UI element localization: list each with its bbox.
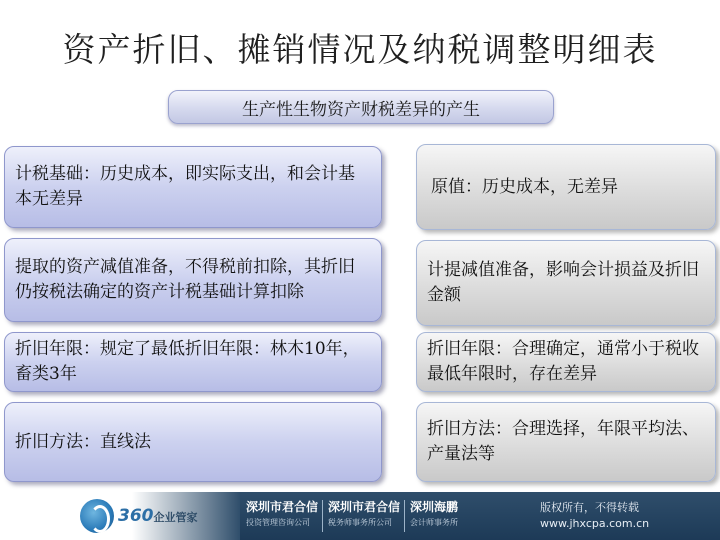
firm-sub: 会计师事务所 xyxy=(410,518,458,527)
copyright-block xyxy=(540,500,649,532)
firm-2 xyxy=(328,498,400,530)
footer-bar xyxy=(0,492,720,540)
accounting-impairment-box xyxy=(416,240,716,326)
logo-number: 360 xyxy=(118,506,154,526)
company-logo xyxy=(80,496,210,536)
firm-name: 深圳海鹏 xyxy=(410,500,459,514)
firm-3 xyxy=(410,498,458,530)
slide-title: 资产折旧、摊销情况及纳税调整明细表 xyxy=(62,30,658,69)
logo-label: 企业管家 xyxy=(153,511,198,524)
tax-basis-box xyxy=(4,146,382,228)
tax-impairment-box xyxy=(4,238,382,322)
box-text: 折旧年限：规定了最低折旧年限：林木10年，畜类3年 xyxy=(15,339,360,384)
box-text: 折旧方法：直线法 xyxy=(15,431,151,452)
footer-divider xyxy=(322,500,323,532)
firm-1 xyxy=(246,498,318,530)
firm-name: 深圳市君合信 xyxy=(328,500,401,514)
accounting-original-value-box xyxy=(416,144,716,230)
footer-divider xyxy=(404,500,405,532)
logo-text xyxy=(118,506,198,526)
accounting-depreciation-period-box xyxy=(416,332,716,392)
tax-depreciation-method-box xyxy=(4,402,382,482)
accounting-depreciation-method-box xyxy=(416,402,716,482)
logo-swirl-icon xyxy=(80,499,114,533)
subtitle-banner xyxy=(168,90,554,124)
copyright-text: 版权所有，不得转载 xyxy=(540,501,639,514)
firm-sub: 投资管理咨询公司 xyxy=(246,518,310,527)
firm-sub: 税务师事务所公司 xyxy=(328,518,392,527)
box-text: 折旧年限：合理确定，通常小于税收最低年限时，存在差异 xyxy=(427,339,699,384)
box-text: 折旧方法：合理选择，年限平均法、产量法等 xyxy=(427,419,699,464)
firm-name: 深圳市君合信 xyxy=(246,500,319,514)
subtitle-text: 生产性生物资产财税差异的产生 xyxy=(242,99,480,120)
box-text: 计税基础：历史成本，即实际支出，和会计基本无差异 xyxy=(15,164,355,209)
website-text: www.jhxcpa.com.cn xyxy=(540,517,650,530)
box-text: 提取的资产减值准备，不得税前扣除，其折旧仍按税法确定的资产计税基础计算扣除 xyxy=(15,257,355,302)
box-text: 原值：历史成本，无差异 xyxy=(431,176,618,197)
box-text: 计提减值准备，影响会计损益及折旧金额 xyxy=(427,260,699,305)
tax-depreciation-period-box xyxy=(4,332,382,392)
